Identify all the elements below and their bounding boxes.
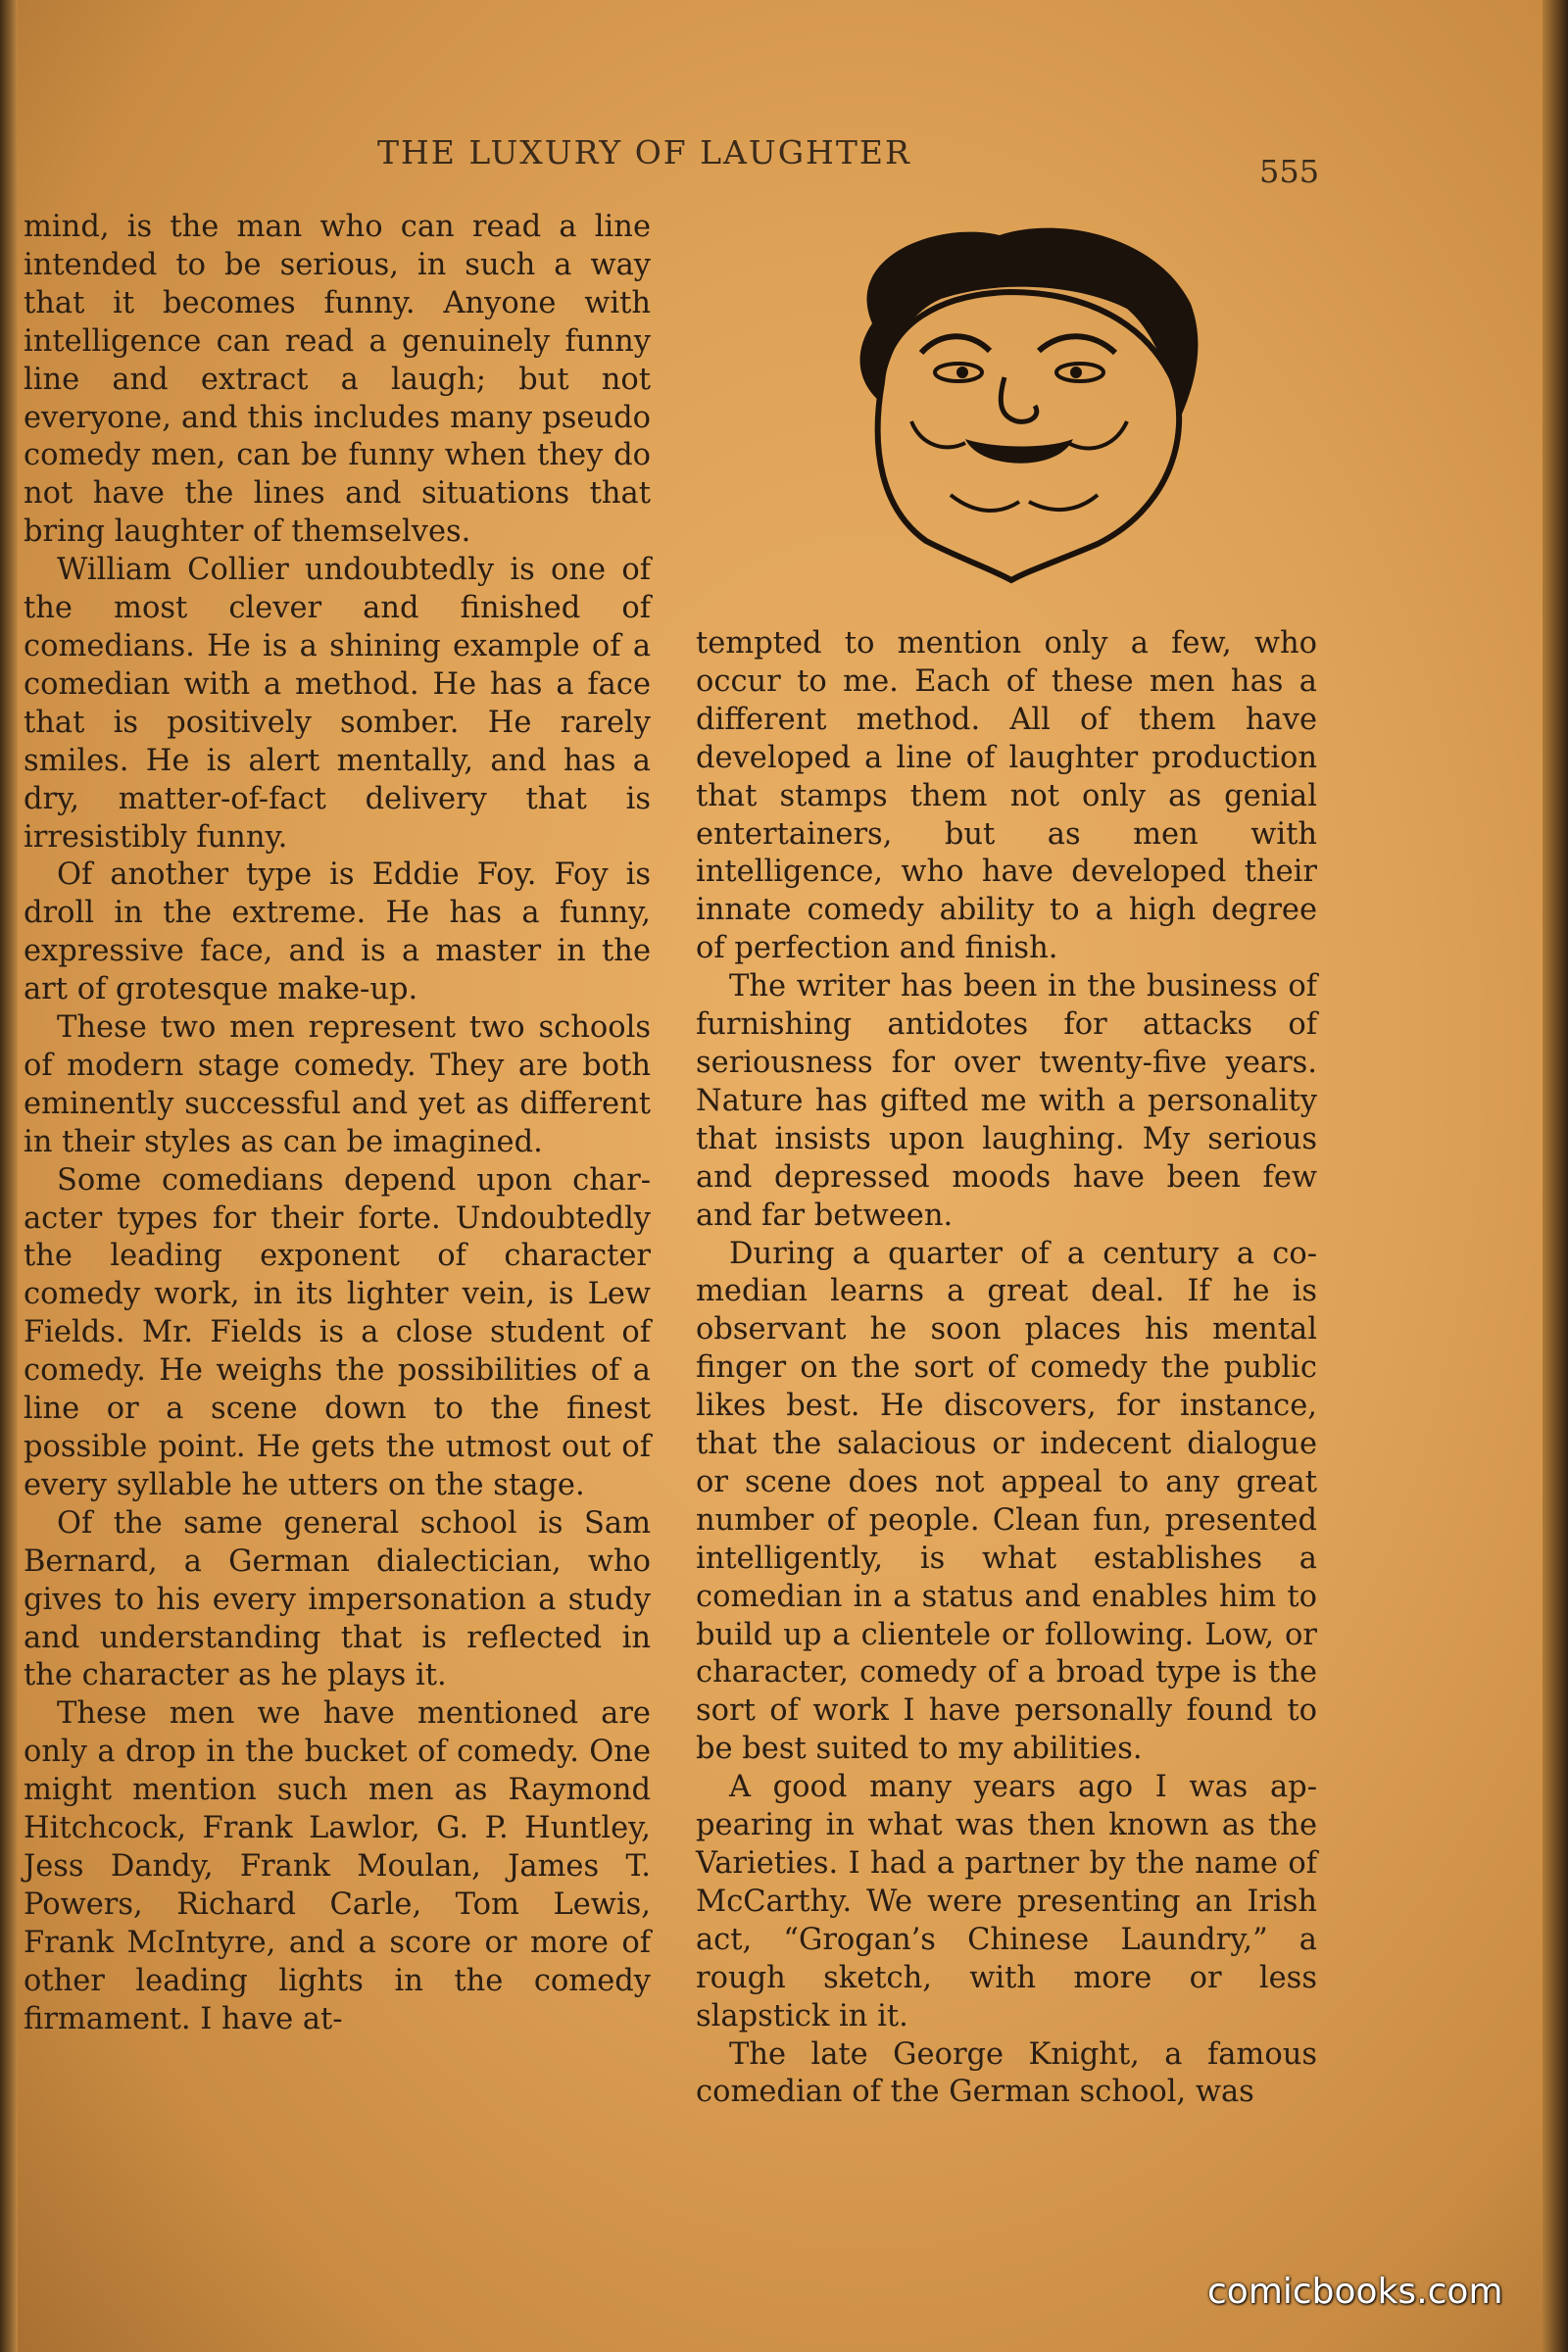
left-pupil [956,367,968,378]
paragraph: Of the same general school is Sam Bernard, a German dialectician, who gives to his every impersonation a study and understanding that is reflected in the character as he plays it. [24,1505,651,1693]
nose [1001,377,1037,421]
left-text-column [24,209,651,2039]
paragraph: These two men represent two schools of modern stage comedy. They are both eminently successful and yet as different in their styles as can be imagined. [24,1010,651,1159]
book-spine [0,0,18,2352]
chin-line-right [1029,495,1098,510]
paragraph: Some comedians depend upon character types for their forte. Undoubtedly the leading exponent of character comedy work, in its lighter vein, is Lew Fields. Mr. Fields is a close student of comedy. He weighs the possibilities of a line or a scene down to the finest possible point. He gets the utmost out of every syllable he utters on the stage. [24,1162,651,1502]
right-cheek-line [1068,421,1127,448]
running-title: THE LUXURY OF LAUGHTER [377,133,911,172]
left-eyebrow [921,336,990,353]
paragraph: A good many years ago I was appearing in what was then known as the Varieties. I had a partner by the name of McCarthy. We were presenting an Irish act, “Grogan’s Chinese Laundry,” a rough sketch, with more or less slapstick in it. [696,1770,1317,2034]
right-eyebrow [1039,336,1115,353]
left-cheek-line [911,421,965,447]
paragraph: mind, is the man who can read a line intended to be serious, in such a way that it becomes funny. Anyone with intelligence can read a genuinely funny line and extract a laugh; but not everyone, and this includes many pseudo comedy men, can be funny when they do not have the lines and situations that bring laughter of themselves. [24,210,651,550]
paragraph: The late George Knight, a famous comedian of the German school, was [696,2036,1317,2110]
paragraph: These men we have mentioned are only a drop in the bucket of comedy. One might mention such men as Raymond Hitchcock, Frank Lawlor, G. P. Huntley, Jess Dandy, Frank Moulan, James T. Powers, Richard Carle, Tom Lewis, Frank McIntyre, and a score or more of other leading lights in the comedy firmament. I have at- [24,1696,651,2036]
paragraph: Of another type is Eddie Foy. Foy is droll in the extreme. He has a funny, expressive face, and is a master in the art of grotesque make-up. [24,858,651,1007]
chin-line-left [951,495,1019,511]
paragraph: During a quarter of a century a comedian learns a great deal. If he is observant he soon places his mental finger on the sort of comedy the public likes best. He discovers, for instance, that the salacious or indecent dialogue or scene does not appeal to any great number of people. Clean fun, presented intelligently, is what establishes a comedian in a status and enables him to build up a clientele or following. Low, or character, comedy of a broad type is the sort of work I have personally found to be best suited to my abilities. [696,1236,1317,1767]
paragraph: The writer has been in the business of furnishing antidotes for attacks of seriousness for over twenty-five years. Nature has gifted me with a personality that insists upon laughing. My serious and depressed moods have been few and far between. [696,969,1317,1233]
mouth [965,439,1073,464]
paragraph: William Collier undoubtedly is one of the most clever and finished of comedians. He is a shining example of a comedian with a method. He has a face that is positively somber. He rarely smiles. He is alert mentally, and has a dry, matter-of-fact delivery that is irresistibly funny. [24,553,651,855]
paragraph: tempted to mention only a few, who occur to me. Each of these men has a different method. All of them have developed a line of laughter production that stamps them not only as genial entertainers, but as men with intelligence, who have developed their innate comedy ability to a high degree of perfection and finish. [696,626,1317,966]
page-number: 555 [1259,153,1320,190]
watermark: comicbooks.com [1207,2272,1503,2312]
right-text-column [696,625,1317,2112]
caricature-face-icon [804,216,1215,588]
page-edge [1543,0,1568,2352]
right-pupil [1070,367,1082,378]
